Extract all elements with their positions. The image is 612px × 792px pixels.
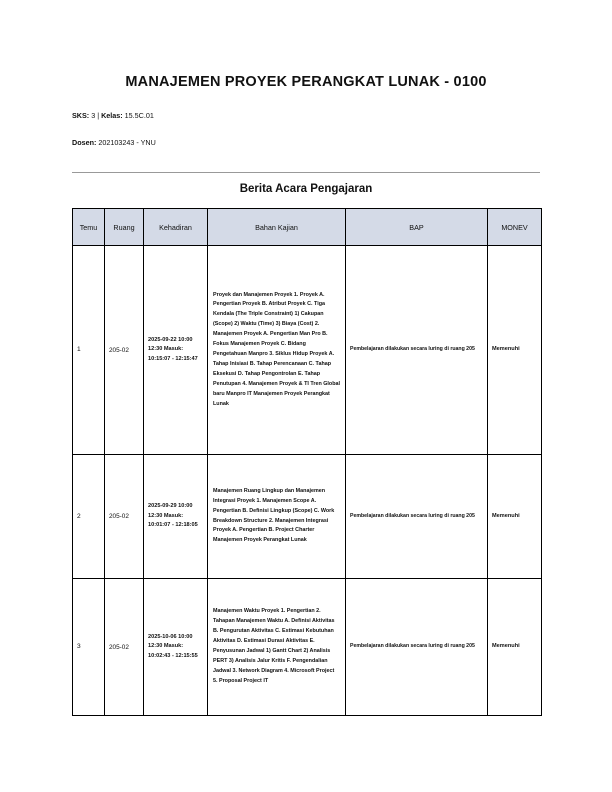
- kelas-value: 15.5C.01: [124, 111, 154, 120]
- kehadiran-cell: 2025-09-22 10:00 12:30 Masuk: 10:15:07 - 12:15:47: [144, 246, 208, 455]
- kehadiran-cell: 2025-10-06 10:00 12:30 Masuk: 10:02:43 - 12:15:55: [144, 579, 208, 716]
- ruang-cell: 205-02: [105, 455, 144, 579]
- col-header-temu: Temu: [73, 209, 105, 246]
- col-header-bahan-kajian: Bahan Kajian: [208, 209, 346, 246]
- bap-cell: Pembelajaran dilakukan secara luring di ruang 205: [346, 579, 488, 716]
- table-row: [73, 579, 542, 716]
- section-title: Berita Acara Pengajaran: [239, 183, 373, 195]
- kehadiran-cell: 2025-09-29 10:00 12:30 Masuk: 10:01:07 - 12:18:05: [144, 455, 208, 579]
- table-row: [73, 455, 542, 579]
- bap-cell: Pembelajaran dilakukan secara luring di ruang 205: [346, 455, 488, 579]
- document-title: MANAJEMEN PROYEK PERANGKAT LUNAK - 0100: [125, 74, 487, 90]
- col-header-bap: BAP: [346, 209, 488, 246]
- bahan-kajian-cell: Proyek dan Manajemen Proyek 1. Proyek A. Pengertian Proyek B. Atribut Proyek C. Tiga Kendala (The Triple Constraint) 1) Cakupan (Scope) 2) Waktu (Time) 3) Biaya (Cost) 2. Manajemen Proyek A. Pengertian Man Pro B. Fokus Manajemen Proyek C. Bidang Pengetahuan Manpro 3. Siklus Hidup Proyek A. Tahap Inisiasi B. Tahap Perencanaan C. Tahap Eksekusi D. Tahap Pengontrolan E. Tahap Penutupan 4. Manajemen Proyek & TI Tren Global baru Manpro IT Manajemen Proyek Perangkat Lunak: [208, 246, 346, 455]
- monev-cell: Memenuhi: [488, 579, 542, 716]
- col-header-ruang: Ruang: [105, 209, 144, 246]
- temu-cell: 3: [73, 579, 105, 716]
- teaching-record-table: [72, 208, 542, 716]
- sks-label: SKS:: [72, 111, 90, 120]
- divider: [72, 172, 540, 173]
- col-header-monev: MONEV: [488, 209, 542, 246]
- bap-cell: Pembelajaran dilakukan secara luring di ruang 205: [346, 246, 488, 455]
- ruang-cell: 205-02: [105, 579, 144, 716]
- bahan-kajian-cell: Manajemen Waktu Proyek 1. Pengertian 2. Tahapan Manajemen Waktu A. Definisi Aktivitas B. Pengurutan Aktivitas C. Estimasi Kebutuhan Aktivitas D. Estimasi Durasi Aktivitas E. Penyusunan Jadwal 1) Gantt Chart 2) Analisis PERT 3) Analisis Jalur Kritis F. Pengendalian Jadwal 3. Network Diagram 4. Microsoft Project 5. Proposal Project IT: [208, 579, 346, 716]
- sks-value: 3: [91, 111, 96, 120]
- monev-cell: Memenuhi: [488, 246, 542, 455]
- monev-cell: Memenuhi: [488, 455, 542, 579]
- meta-separator: |: [97, 111, 100, 120]
- course-meta: [72, 111, 154, 120]
- col-header-kehadiran: Kehadiran: [144, 209, 208, 246]
- kelas-label: Kelas:: [101, 111, 123, 120]
- dosen-label: Dosen:: [72, 138, 97, 147]
- bahan-kajian-cell: Manajemen Ruang Lingkup dan Manajemen Integrasi Proyek 1. Manajemen Scope A. Pengertian B. Definisi Lingkup (Scope) C. Work Breakdown Structure 2. Manajemen Integrasi Proyek A. Pengertian B. Project Charter Manajemen Proyek Perangkat Lunak: [208, 455, 346, 579]
- lecturer-meta: [72, 138, 156, 147]
- dosen-value: 202103243 - YNU: [98, 138, 156, 147]
- table-header-row: [73, 209, 542, 246]
- temu-cell: 2: [73, 455, 105, 579]
- temu-cell: 1: [73, 246, 105, 455]
- ruang-cell: 205-02: [105, 246, 144, 455]
- table-row: [73, 246, 542, 455]
